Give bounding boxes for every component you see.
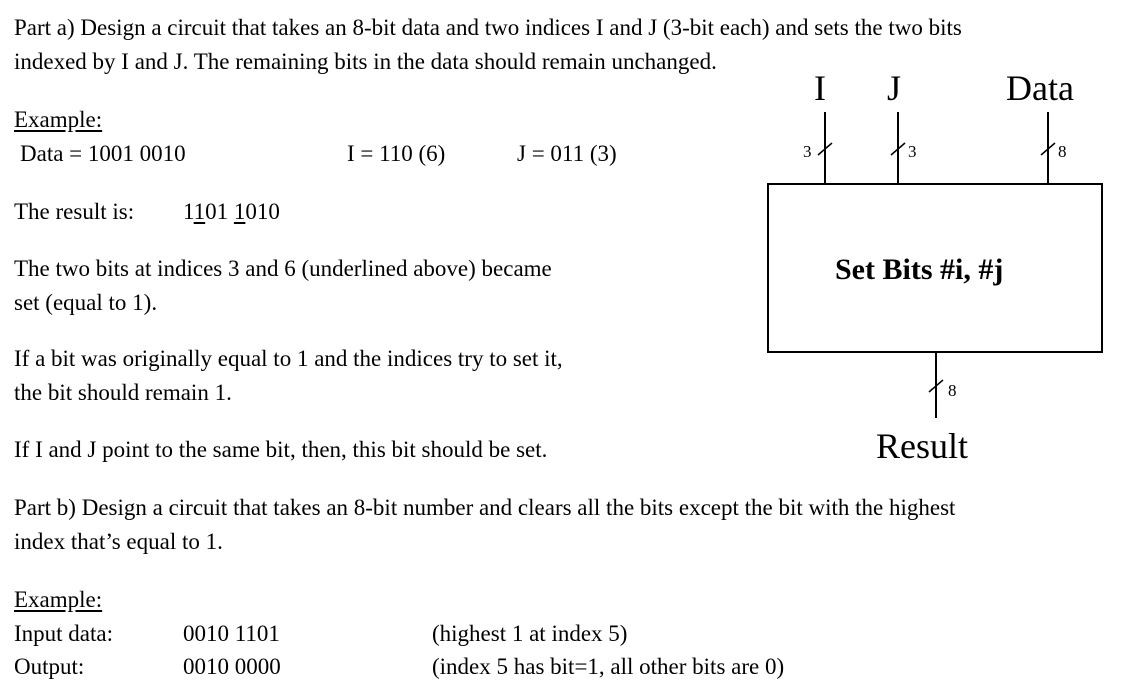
part-a-line2: indexed by I and J. The remaining bits in the data should remain unchanged. xyxy=(14,49,717,74)
note2-line2: the bit should remain 1. xyxy=(14,380,232,405)
output-note: (index 5 has bit=1, all other bits are 0) xyxy=(432,654,785,679)
input-data-label-b: Input data: xyxy=(14,621,113,646)
j-width-label: 3 xyxy=(908,142,917,161)
result-bits-2-0: 010 xyxy=(245,199,280,224)
input-data-value: 0010 1101 xyxy=(183,621,280,646)
note1-line1: The two bits at indices 3 and 6 (underlined above) became xyxy=(14,256,552,281)
result-label: The result is: xyxy=(14,199,135,224)
input-i-label: I xyxy=(814,68,826,108)
example-heading-b: Example: xyxy=(14,587,103,612)
part-b-line1: Part b) Design a circuit that takes an 8-bit number and clears all the bits except the bit with the highest xyxy=(14,495,956,520)
note1-line2: set (equal to 1). xyxy=(14,290,158,315)
i-width-label: 3 xyxy=(803,142,812,161)
part-b-line2: index that’s equal to 1. xyxy=(14,529,223,554)
example-heading-a: Example: xyxy=(14,107,103,132)
part-a-line1: Part a) Design a circuit that takes an 8-bit data and two indices I and J (3-bit each) and sets the two bits xyxy=(14,15,962,40)
result-bits-5-4: 01 xyxy=(205,199,234,224)
result-output-label: Result xyxy=(876,426,969,466)
i-example: I = 110 (6) xyxy=(347,141,446,166)
input-data-label: Data xyxy=(1006,68,1074,108)
result-bit7: 1 xyxy=(183,199,194,224)
input-data-note: (highest 1 at index 5) xyxy=(432,621,628,646)
output-width-label: 8 xyxy=(948,381,957,400)
note2-line1: If a bit was originally equal to 1 and the indices try to set it, xyxy=(14,346,563,371)
data-example: Data = 1001 0010 xyxy=(20,141,186,166)
data-width-label: 8 xyxy=(1058,142,1067,161)
result-bit6-underlined: 1 xyxy=(193,199,206,224)
j-example: J = 011 (3) xyxy=(517,141,617,166)
result-bit3-underlined: 1 xyxy=(233,199,246,224)
input-j-label: J xyxy=(887,68,902,108)
block-label: Set Bits #i, #j xyxy=(835,253,1004,286)
output-label-b: Output: xyxy=(14,654,85,679)
output-value: 0010 0000 xyxy=(183,654,281,679)
note3: If I and J point to the same bit, then, this bit should be set. xyxy=(14,437,548,462)
